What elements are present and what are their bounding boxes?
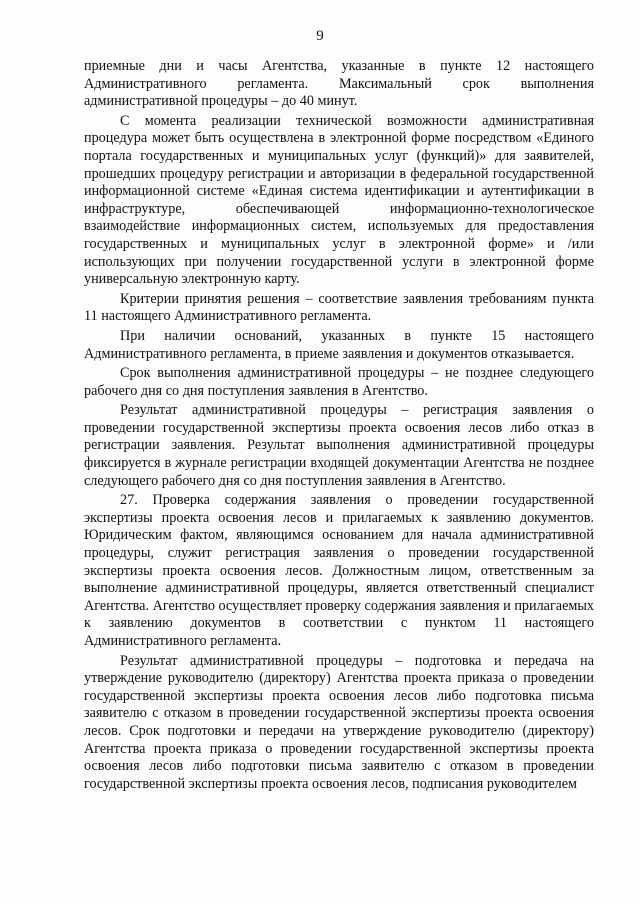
paragraph-item-27: 27. Проверка содержания заявления о проведении государственной экспертизы проекта освоения лесов и прилагаемых к заявлению документов. Юридическим фактом, являющимся основанием для начала административной процедуры, служит регистрация заявления о проведении государственной экспертизы проекта освоения лесов. Должностным лицом, ответственным за выполнение административной процедуры, является ответственный специалист Агентства. Агентство осуществляет проверку содержания заявления и прилагаемых к заявлению документов в соответствии с пунктом 11 настоящего Административного регламента. <box>84 492 594 649</box>
paragraph-electronic-form: С момента реализации технической возможности административная процедура может быть осуществлена в электронной форме посредством «Единого портала государственных и муниципальных услуг (функций)» для заявителей, прошедших процедуру регистрации и авторизации в федеральной государственной информационной системе «Единая система идентификации и аутентификации в инфраструктуре, обеспечивающей информационно-технологическое взаимодействие информационных систем, используемых для предоставления государственных и муниципальных услуг в электронной форме» и /или использующих при получении государственной услуги в электронной форме универсальную электронную карту. <box>84 112 594 288</box>
paragraph-review-result: Результат административной процедуры – подготовка и передача на утверждение руководителю (директору) Агентства проекта приказа о проведении государственной экспертизы проекта освоения лесов либо подготовка письма заявителю с отказом в проведении государственной экспертизы проекта освоения лесов. Срок подготовки и передачи на утверждение руководителю (директору) Агентства проекта приказа о проведении государственной экспертизы проекта освоения лесов либо подготовки письма заявителю с отказом в проведении государственной экспертизы проекта освоения лесов, подписания руководителем <box>84 652 594 792</box>
page-number: 9 <box>316 28 324 44</box>
paragraph-refusal-grounds: При наличии оснований, указанных в пункте 15 настоящего Административного регламента, в приеме заявления и документов отказывается. <box>84 327 594 362</box>
page-body <box>84 58 594 795</box>
paragraph-procedure-result: Результат административной процедуры – регистрация заявления о проведении государственной экспертизы проекта освоения лесов либо отказ в регистрации заявления. Результат выполнения административной процедуры фиксируется в журнале регистрации входящей документации Агентства не позднее следующего рабочего дня со дня поступления заявления в Агентство. <box>84 402 594 489</box>
paragraph-decision-criteria: Критерии принятия решения – соответствие заявления требованиям пункта 11 настоящего Административного регламента. <box>84 290 594 325</box>
paragraph-continuation: приемные дни и часы Агентства, указанные в пункте 12 настоящего Административного регламента. Максимальный срок выполнения административной процедуры – до 40 минут. <box>84 58 594 110</box>
paragraph-procedure-deadline: Срок выполнения административной процедуры – не позднее следующего рабочего дня со дня поступления заявления в Агентство. <box>84 365 594 399</box>
